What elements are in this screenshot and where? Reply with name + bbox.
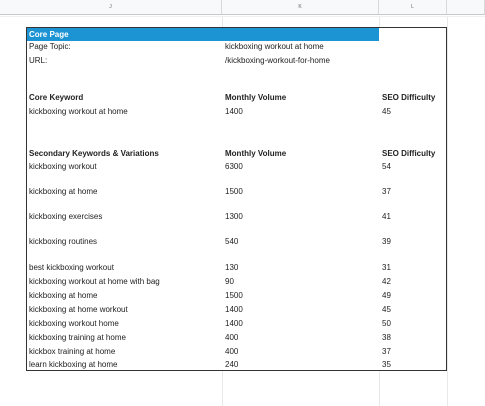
- keyword-cell[interactable]: kickboxing workout home: [29, 319, 119, 328]
- core-difficulty-header[interactable]: SEO Difficulty: [382, 93, 436, 102]
- difficulty-cell[interactable]: 37: [382, 187, 391, 196]
- secondary-difficulty-header[interactable]: SEO Difficulty: [382, 149, 436, 158]
- keyword-cell[interactable]: kickbox training at home: [29, 347, 116, 356]
- difficulty-cell[interactable]: 38: [382, 333, 391, 342]
- difficulty-cell[interactable]: 50: [382, 319, 391, 328]
- volume-cell[interactable]: 400: [225, 333, 239, 342]
- volume-cell[interactable]: 6300: [225, 162, 243, 171]
- core-difficulty-cell[interactable]: 45: [382, 107, 391, 116]
- core-volume-header[interactable]: Monthly Volume: [225, 93, 287, 102]
- keyword-cell[interactable]: kickboxing at home: [29, 187, 98, 196]
- volume-cell[interactable]: 1500: [225, 291, 243, 300]
- core-page-header[interactable]: Core Page: [27, 28, 379, 41]
- column-header-l[interactable]: L: [379, 0, 447, 15]
- keyword-cell[interactable]: kickboxing at home: [29, 291, 98, 300]
- volume-cell[interactable]: 240: [225, 360, 239, 369]
- difficulty-cell[interactable]: 49: [382, 291, 391, 300]
- volume-cell[interactable]: 540: [225, 237, 239, 246]
- difficulty-cell[interactable]: 54: [382, 162, 391, 171]
- difficulty-cell[interactable]: 41: [382, 212, 391, 221]
- grid-line: [447, 16, 448, 406]
- keyword-cell[interactable]: best kickboxing workout: [29, 263, 114, 272]
- keyword-cell[interactable]: kickboxing workout: [29, 162, 97, 171]
- core-page-table: [26, 27, 447, 371]
- core-keyword-cell[interactable]: kickboxing workout at home: [29, 107, 128, 116]
- volume-cell[interactable]: 1500: [225, 187, 243, 196]
- difficulty-cell[interactable]: 37: [382, 347, 391, 356]
- page-topic-label[interactable]: Page Topic:: [29, 42, 71, 51]
- volume-cell[interactable]: 90: [225, 277, 234, 286]
- keyword-cell[interactable]: kickboxing training at home: [29, 333, 126, 342]
- keyword-cell[interactable]: learn kickboxing at home: [29, 360, 118, 369]
- column-header-bar: [0, 0, 485, 16]
- column-header-k[interactable]: K: [222, 0, 379, 15]
- difficulty-cell[interactable]: 35: [382, 360, 391, 369]
- difficulty-cell[interactable]: 45: [382, 305, 391, 314]
- secondary-keyword-header[interactable]: Secondary Keywords & Variations: [29, 149, 159, 158]
- keyword-cell[interactable]: kickboxing routines: [29, 237, 98, 246]
- url-value[interactable]: /kickboxing-workout-for-home: [225, 56, 330, 65]
- keyword-cell[interactable]: kickboxing workout at home with bag: [29, 277, 160, 286]
- difficulty-cell[interactable]: 42: [382, 277, 391, 286]
- secondary-volume-header[interactable]: Monthly Volume: [225, 149, 287, 158]
- difficulty-cell[interactable]: 31: [382, 263, 391, 272]
- keyword-cell[interactable]: kickboxing exercises: [29, 212, 103, 221]
- url-label[interactable]: URL:: [29, 56, 48, 65]
- volume-cell[interactable]: 1300: [225, 212, 243, 221]
- volume-cell[interactable]: 1400: [225, 305, 243, 314]
- column-header-j[interactable]: J: [0, 0, 222, 15]
- core-volume-cell[interactable]: 1400: [225, 107, 243, 116]
- grid-line: [0, 16, 485, 17]
- volume-cell[interactable]: 130: [225, 263, 239, 272]
- page-topic-value[interactable]: kickboxing workout at home: [225, 42, 324, 51]
- core-keyword-header[interactable]: Core Keyword: [29, 93, 84, 102]
- difficulty-cell[interactable]: 39: [382, 237, 391, 246]
- column-header-empty[interactable]: [447, 0, 485, 15]
- volume-cell[interactable]: 400: [225, 347, 239, 356]
- keyword-cell[interactable]: kickboxing at home workout: [29, 305, 128, 314]
- volume-cell[interactable]: 1400: [225, 319, 243, 328]
